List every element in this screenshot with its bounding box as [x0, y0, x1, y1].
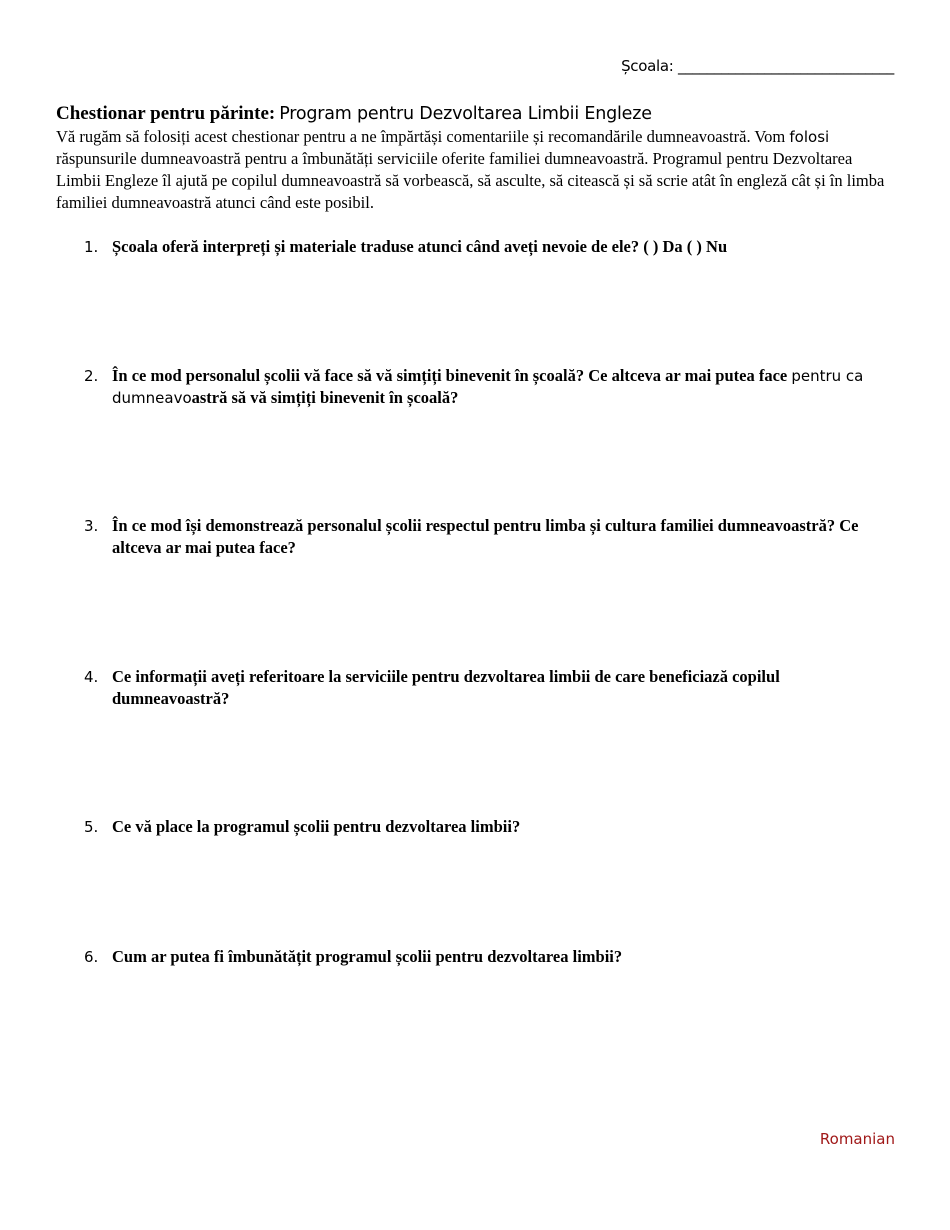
- footer-language-label: Romanian: [819, 1130, 895, 1148]
- question-3: [84, 515, 884, 559]
- page-title: [56, 103, 896, 126]
- title-bold: Chestionar pentru părinte:: [56, 103, 276, 124]
- question-4: [84, 666, 884, 710]
- question-text: Ce vă place la programul școlii pentru dezvoltarea limbii?: [112, 817, 521, 836]
- question-text: Cum ar putea fi îmbunătățit programul școlii pentru dezvoltarea limbii?: [112, 947, 623, 966]
- school-field-label: Școala: ______________________________: [621, 57, 894, 75]
- question-number: 5.: [84, 818, 99, 836]
- question-1: [84, 236, 884, 258]
- question-2: [84, 365, 884, 409]
- intro-part-1: Vă rugăm să folosiți acest chestionar pentru a ne împărtăși comentariile și recomandările dumneavoastră. Vom: [56, 127, 786, 146]
- question-text: Școala oferă interpreți și materiale traduse atunci când aveți nevoie de ele? ( ) Da ( ) Nu: [112, 237, 728, 256]
- question-5: [84, 816, 884, 838]
- question-text: [112, 365, 884, 409]
- question-text-part-b: pentru ca dumneavo: [112, 367, 864, 407]
- intro-paragraph: [56, 126, 896, 214]
- question-text: În ce mod își demonstrează personalul școlii respectul pentru limba și cultura familiei dumneavoastră? Ce altceva ar mai putea face?: [112, 516, 859, 557]
- questionnaire-header: [56, 103, 896, 214]
- question-number: 2.: [84, 367, 99, 385]
- question-text-part-a: În ce mod personalul școlii vă face să vă simțiți binevenit în școală? Ce altceva ar mai putea face: [112, 366, 788, 385]
- question-number: 6.: [84, 948, 99, 966]
- question-6: [84, 946, 884, 968]
- intro-part-3: răspunsurile dumneavoastră pentru a îmbunătăți serviciile oferite familiei dumneavoastră. Programul pentru Dezvoltarea Limbii Engleze îl ajută pe copilul dumneavoastră să vorbească, să asculte, să citească și să scrie atât în engleză cât și în limba familiei dumneavoastră atunci când este posibil.: [56, 149, 885, 212]
- question-number: 1.: [84, 238, 99, 256]
- question-number: 3.: [84, 517, 99, 535]
- question-number: 4.: [84, 668, 99, 686]
- title-subtitle: Program pentru Dezvoltarea Limbii Engleze: [279, 104, 652, 124]
- intro-part-2: folosi: [789, 128, 830, 146]
- question-text-part-c: astră să vă simțiți binevenit în școală?: [191, 388, 459, 407]
- question-text: Ce informații aveți referitoare la serviciile pentru dezvoltarea limbii de care beneficiază copilul dumneavoastră?: [112, 667, 780, 708]
